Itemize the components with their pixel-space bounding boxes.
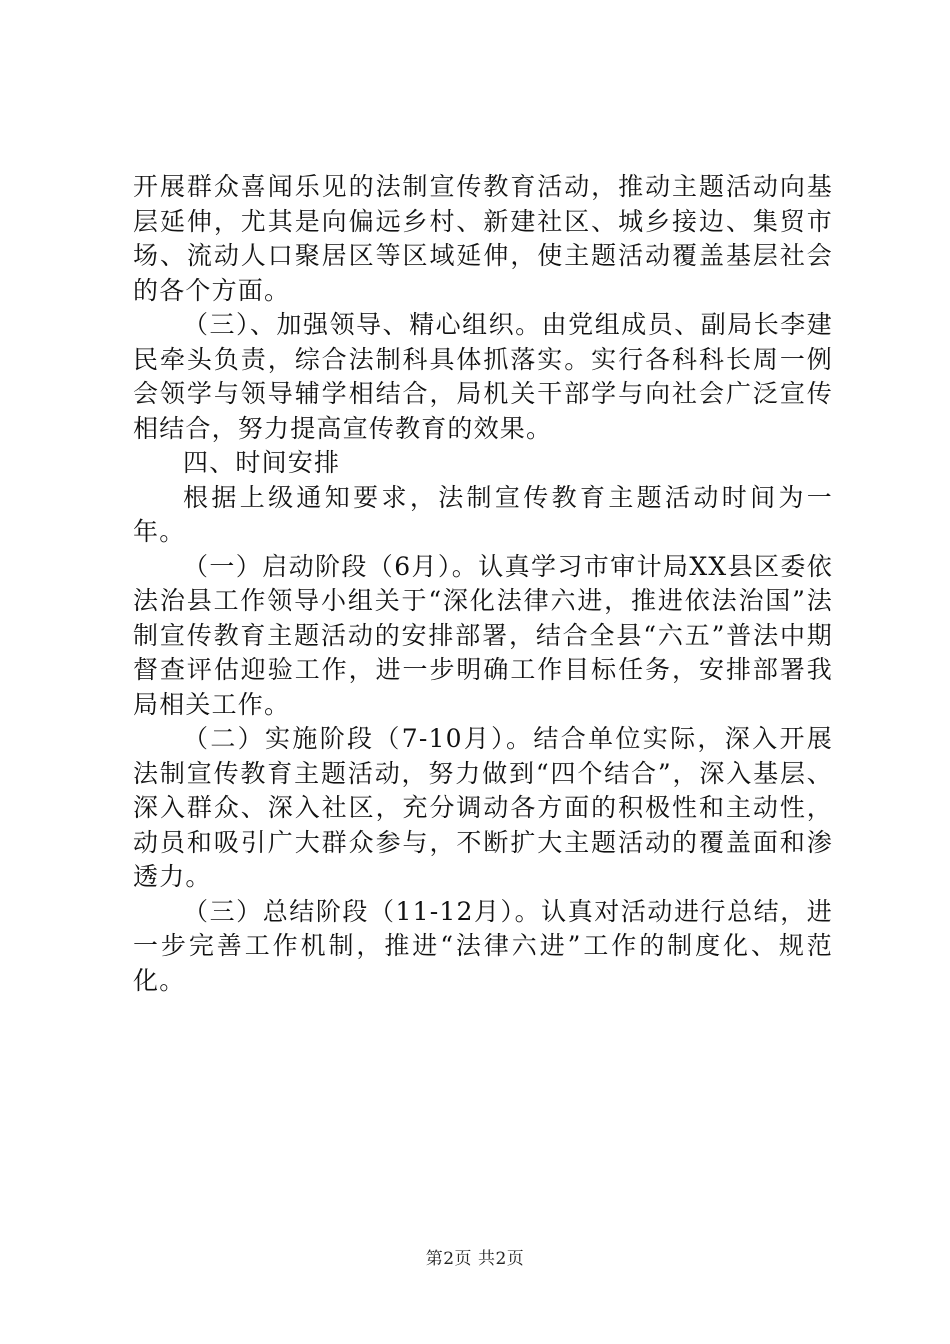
paragraph-continuation: 开展群众喜闻乐见的法制宣传教育活动，推动主题活动向基层延伸，尤其是向偏远乡村、新建社区、城乡接边、集贸市场、流动人口聚居区等区域延伸，使主题活动覆盖基层社会的各个方面。 xyxy=(133,172,833,305)
document-body xyxy=(133,170,833,998)
paragraph-phase-implement: （二）实施阶段（7-10月）。结合单位实际，深入开展法制宣传教育主题活动，努力做到“四个结合”，深入基层、深入群众、深入社区，充分调动各方面的积极性和主动性，动员和吸引广大群众参与，不断扩大主题活动的覆盖面和渗透力。 xyxy=(133,724,833,891)
paragraph-leadership: （三）、加强领导、精心组织。由党组成员、副局长李建民牵头负责，综合法制科具体抓落实。实行各科科长周一例会领学与领导辅学相结合，局机关干部学与向社会广泛宣传相结合，努力提高宣传教育的效果。 xyxy=(133,310,833,443)
paragraph-phase-start: （一）启动阶段（6月）。认真学习市审计局XX县区委依法治县工作领导小组关于“深化法律六进，推进依法治国”法制宣传教育主题活动的安排部署，结合全县“六五”普法中期督查评估迎验工作，进一步明确工作目标任务，安排部署我局相关工作。 xyxy=(133,551,833,719)
paragraph-schedule-intro: 根据上级通知要求，法制宣传教育主题活动时间为一年。 xyxy=(133,482,833,546)
section-heading-schedule: 四、时间安排 xyxy=(183,448,341,477)
page-number-footer: 第2页 共2页 xyxy=(425,1249,525,1269)
paragraph-phase-summary: （三）总结阶段（11-12月）。认真对活动进行总结，进一步完善工作机制，推进“法律六进”工作的制度化、规范化。 xyxy=(133,896,833,995)
